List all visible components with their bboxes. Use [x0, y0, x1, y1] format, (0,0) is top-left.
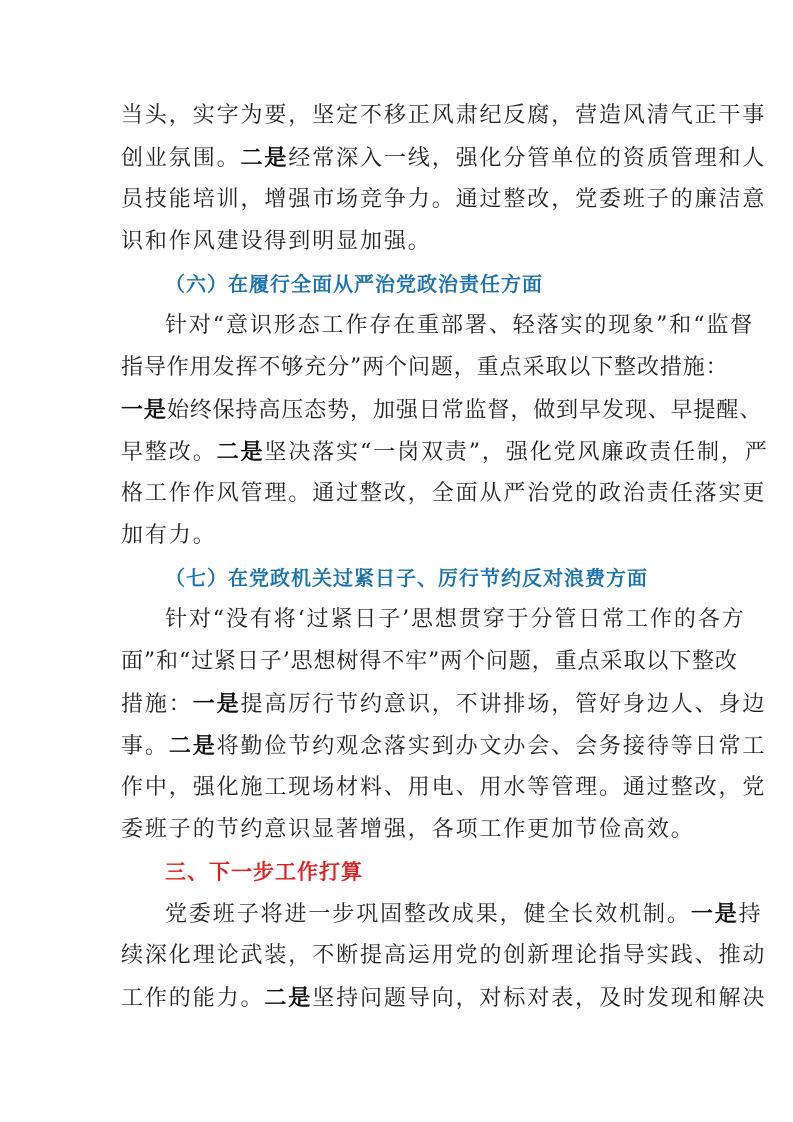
- text: 将勤俭节约观念落实到办文办会、会务接待等日常工: [216, 734, 767, 759]
- text: 事。: [121, 734, 169, 759]
- bold-lead: 二是: [240, 145, 289, 171]
- text: 坚持问题导向，对标对表，及时发现和解决: [312, 986, 767, 1011]
- text: 面”和“过紧日子’思想树得不牢”两个问题，重点采取以下整改: [121, 649, 738, 674]
- paragraph-line: [121, 476, 767, 512]
- paragraph-line: [121, 182, 767, 218]
- section-heading-6: （六）在履行全面从严治党政治责任方面: [165, 272, 543, 296]
- chapter-heading: 三、下一步工作打算: [165, 860, 363, 884]
- text: 工作的能力。: [121, 986, 265, 1011]
- paragraph-line: [121, 224, 673, 260]
- paragraph-line: [121, 434, 769, 470]
- bold-lead: 一是: [192, 691, 241, 717]
- paragraph-line: [121, 392, 763, 428]
- text: 创业氛围。: [121, 146, 241, 171]
- paragraph-line: [165, 896, 763, 932]
- text: 格工作作风管理。通过整改，全面从严治党的政治责任落实更: [121, 481, 767, 506]
- text: 经常深入一线，强化分管单位的资质管理和人: [288, 146, 767, 171]
- bold-lead: 一是: [121, 397, 167, 423]
- text: 针对“意识形态工作存在重部署、轻落实的现象”和“监督: [165, 313, 755, 338]
- paragraph-line: [121, 644, 738, 680]
- paragraph-line: [121, 812, 695, 848]
- paragraph-line: [121, 770, 767, 806]
- paragraph-line: [165, 308, 755, 344]
- text: 作中，强化施工现场材料、用电、用水等管理。通过整改，党: [121, 775, 767, 800]
- text: 员技能培训，增强市场竞争力。通过整改，党委班子的廉洁意: [121, 187, 767, 212]
- bold-lead: 二是: [168, 733, 217, 759]
- text: 措施：: [121, 692, 193, 717]
- paragraph-line: [121, 938, 767, 974]
- text: 针对“没有将‘过紧日子’思想贯穿于分管日常工作的各方: [165, 607, 746, 632]
- paragraph-line: [121, 980, 767, 1016]
- text: 当头，实字为要，坚定不移正风肃纪反腐，营造风清气正干事: [121, 103, 767, 128]
- bold-lead: 二是: [264, 985, 313, 1011]
- text: 指导作用发挥不够充分”两个问题，重点采取以下整改措施：: [121, 355, 729, 380]
- paragraph-line: [165, 602, 746, 638]
- text: 提高厉行节约意识，不讲排场，管好身边人、身边: [240, 692, 767, 717]
- paragraph-line: [121, 98, 767, 134]
- text: 委班子的节约意识显著增强，各项工作更加节俭高效。: [121, 817, 695, 842]
- text: 识和作风建设得到明显加强。: [121, 229, 432, 254]
- paragraph-line: [121, 686, 767, 722]
- paragraph-line: [121, 140, 767, 176]
- text: 始终保持高压态势，加强日常监督，做到早发现、早提醒、: [166, 398, 763, 423]
- bold-lead: 一是: [690, 901, 739, 927]
- text: 加有力。: [121, 523, 217, 548]
- text: 持: [738, 902, 763, 927]
- bold-lead: 二是: [216, 439, 265, 465]
- section-heading-7: （七）在党政机关过紧日子、厉行节约反对浪费方面: [165, 566, 648, 590]
- text: 早整改。: [121, 440, 217, 465]
- paragraph-line: [121, 518, 673, 554]
- paragraph-line: [121, 350, 729, 386]
- text: 续深化理论武装，不断提高运用党的创新理论指导实践、推动: [121, 943, 767, 968]
- text: 坚决落实“一岗双责”，强化党风廉政责任制，严: [264, 440, 769, 465]
- text: 党委班子将进一步巩固整改成果，健全长效机制。: [165, 902, 691, 927]
- paragraph-line: [121, 728, 767, 764]
